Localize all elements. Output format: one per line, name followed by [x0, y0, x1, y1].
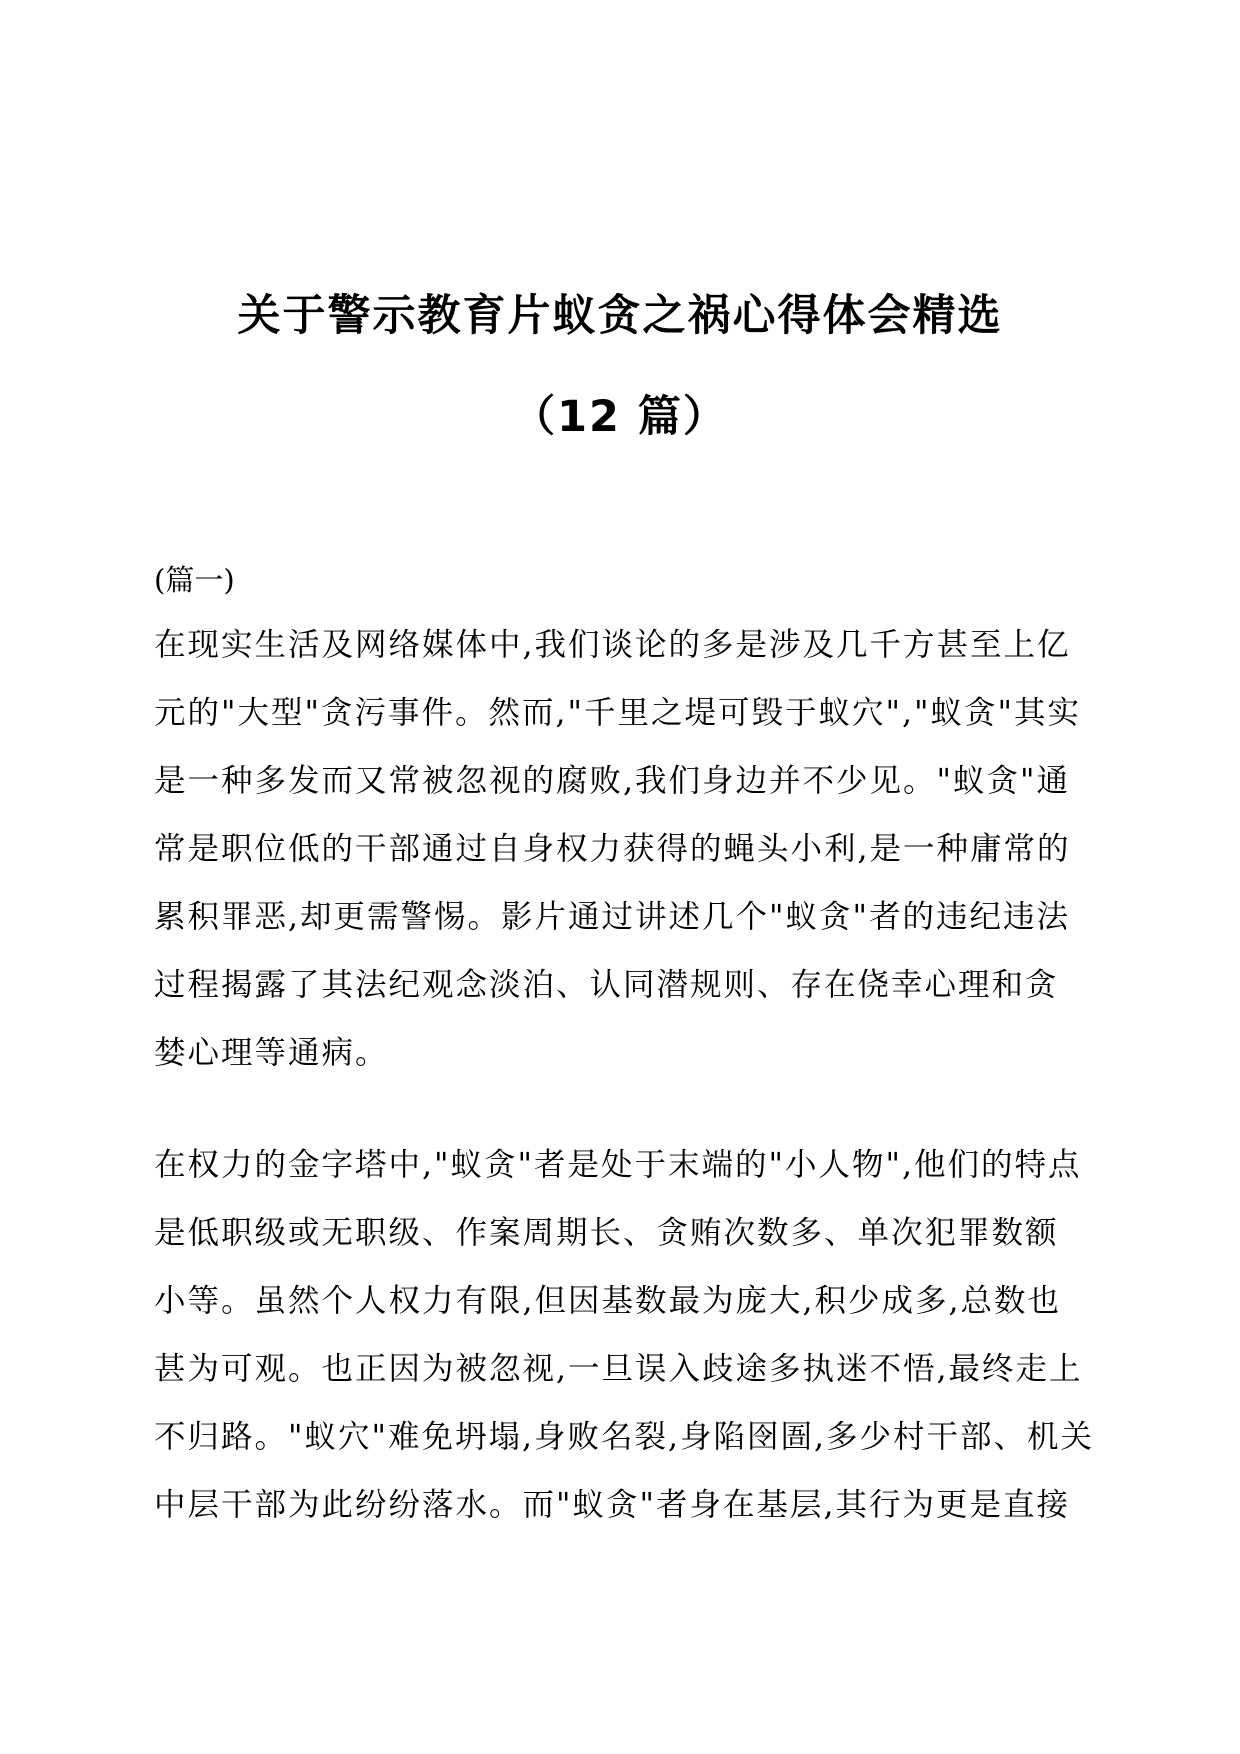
- paragraph-line: 常是职位低的干部通过自身权力获得的蝇头小利,是一种庸常的: [154, 831, 1071, 867]
- paragraph-line: 在权力的金字塔中,"蚁贪"者是处于末端的"小人物",他们的特点: [154, 1147, 1082, 1183]
- paragraph-line: 婪心理等通病。: [154, 1035, 389, 1071]
- document-subtitle-count: （12 篇）: [512, 392, 728, 442]
- paragraph-1: [154, 611, 1084, 1087]
- paragraph-line: 中层干部为此纷纷落水。而"蚁贪"者身在基层,其行为更是直接: [154, 1487, 1070, 1523]
- paragraph-line: 小等。虽然个人权力有限,但因基数最为庞大,积少成多,总数也: [154, 1283, 1062, 1319]
- paragraph-2: [154, 1131, 1095, 1539]
- paragraph-line: 在现实生活及网络媒体中,我们谈论的多是涉及几千方甚至上亿: [154, 627, 1071, 663]
- section-label: (篇一): [154, 563, 235, 597]
- document-title: 关于警示教育片蚁贪之祸心得体会精选: [237, 291, 1003, 341]
- paragraph-line: 不归路。"蚁穴"难免坍塌,身败名裂,身陷囹圄,多少村干部、机关: [154, 1419, 1095, 1455]
- paragraph-line: 甚为可观。也正因为被忽视,一旦误入歧途多执迷不悟,最终走上: [154, 1351, 1083, 1387]
- paragraph-line: 元的"大型"贪污事件。然而,"千里之堤可毁于蚁穴","蚁贪"其实: [154, 695, 1081, 731]
- paragraph-line: 过程揭露了其法纪观念淡泊、认同潜规则、存在侥幸心理和贪: [154, 967, 1059, 1003]
- paragraph-line: 是一种多发而又常被忽视的腐败,我们身边并不少见。"蚁贪"通: [154, 763, 1070, 799]
- paragraph-line: 累积罪恶,却更需警惕。影片通过讲述几个"蚁贪"者的违纪违法: [154, 899, 1070, 935]
- paragraph-line: 是低职级或无职级、作案周期长、贪贿次数多、单次犯罪数额: [154, 1215, 1059, 1251]
